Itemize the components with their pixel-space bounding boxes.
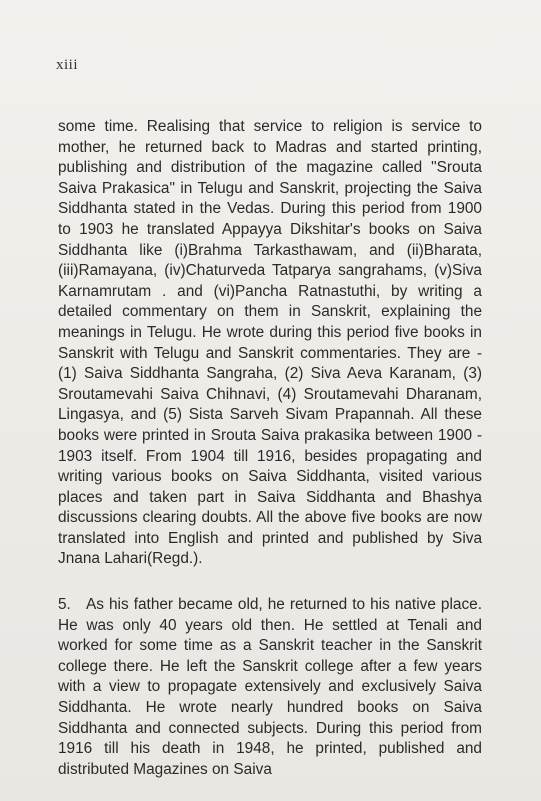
paragraph-number: 5. (58, 596, 71, 613)
paragraph-continuation (58, 117, 482, 570)
paragraph-5 (58, 595, 482, 780)
page-number: xiii (56, 57, 79, 73)
paragraph-text: As his father became old, he returned to his native place. He was only 40 years old then. He settled at Tenali and worked for some time as a Sanskrit teacher in the Sanskrit college there. He left the Sanskrit college after a few years with a view to propagate extensively and exclusively Saiva Siddhanta. He wrote nearly hundred books on Saiva Siddhanta and connected subjects. During this period from 1916 till his death in 1948, he printed, published and distributed Magazines on Saiva (58, 596, 482, 778)
paragraph-text: some time. Realising that service to religion is service to mother, he returned back to Madras and started printing, publishing and distribution of the magazine called "Srouta Saiva Prakasica" in Telugu and Sanskrit, projecting the Saiva Siddhanta stated in the Vedas. During this period from 1900 to 1903 he translated Appayya Dikshitar's books on Saiva Siddhanta like (i)Brahma Tarkasthawam, and (ii)Bharata, (iii)Ramayana, (iv)Chaturveda Tatparya sangrahams, (v)Siva Karnamrutam . and (vi)Pancha Ratnastuthi, by writing a detailed commentary on them in Sanskrit, explaining the meanings in Telugu. He wrote during this period five books in Sanskrit with Telugu and Sanskrit commentaries. They are - (1) Saiva Siddhanta Sangraha, (2) Siva Aeva Karanam, (3) Sroutamevahi Saiva Chihnavi, (4) Sroutamevahi Dharanam, Lingasya, and (5) Sista Sarveh Sivam Prapannah. All these books were printed in Srouta Saiva prakasika between 1900 - 1903 itself. From 1904 till 1916, besides propagating and writing various books on Saiva Siddhanta, visited various places and taken part in Saiva Siddhanta and Bhashya discussions clearing doubts. All the above five books are now translated into English and printed and published by Siva Jnana Lahari(Regd.). (58, 118, 482, 568)
